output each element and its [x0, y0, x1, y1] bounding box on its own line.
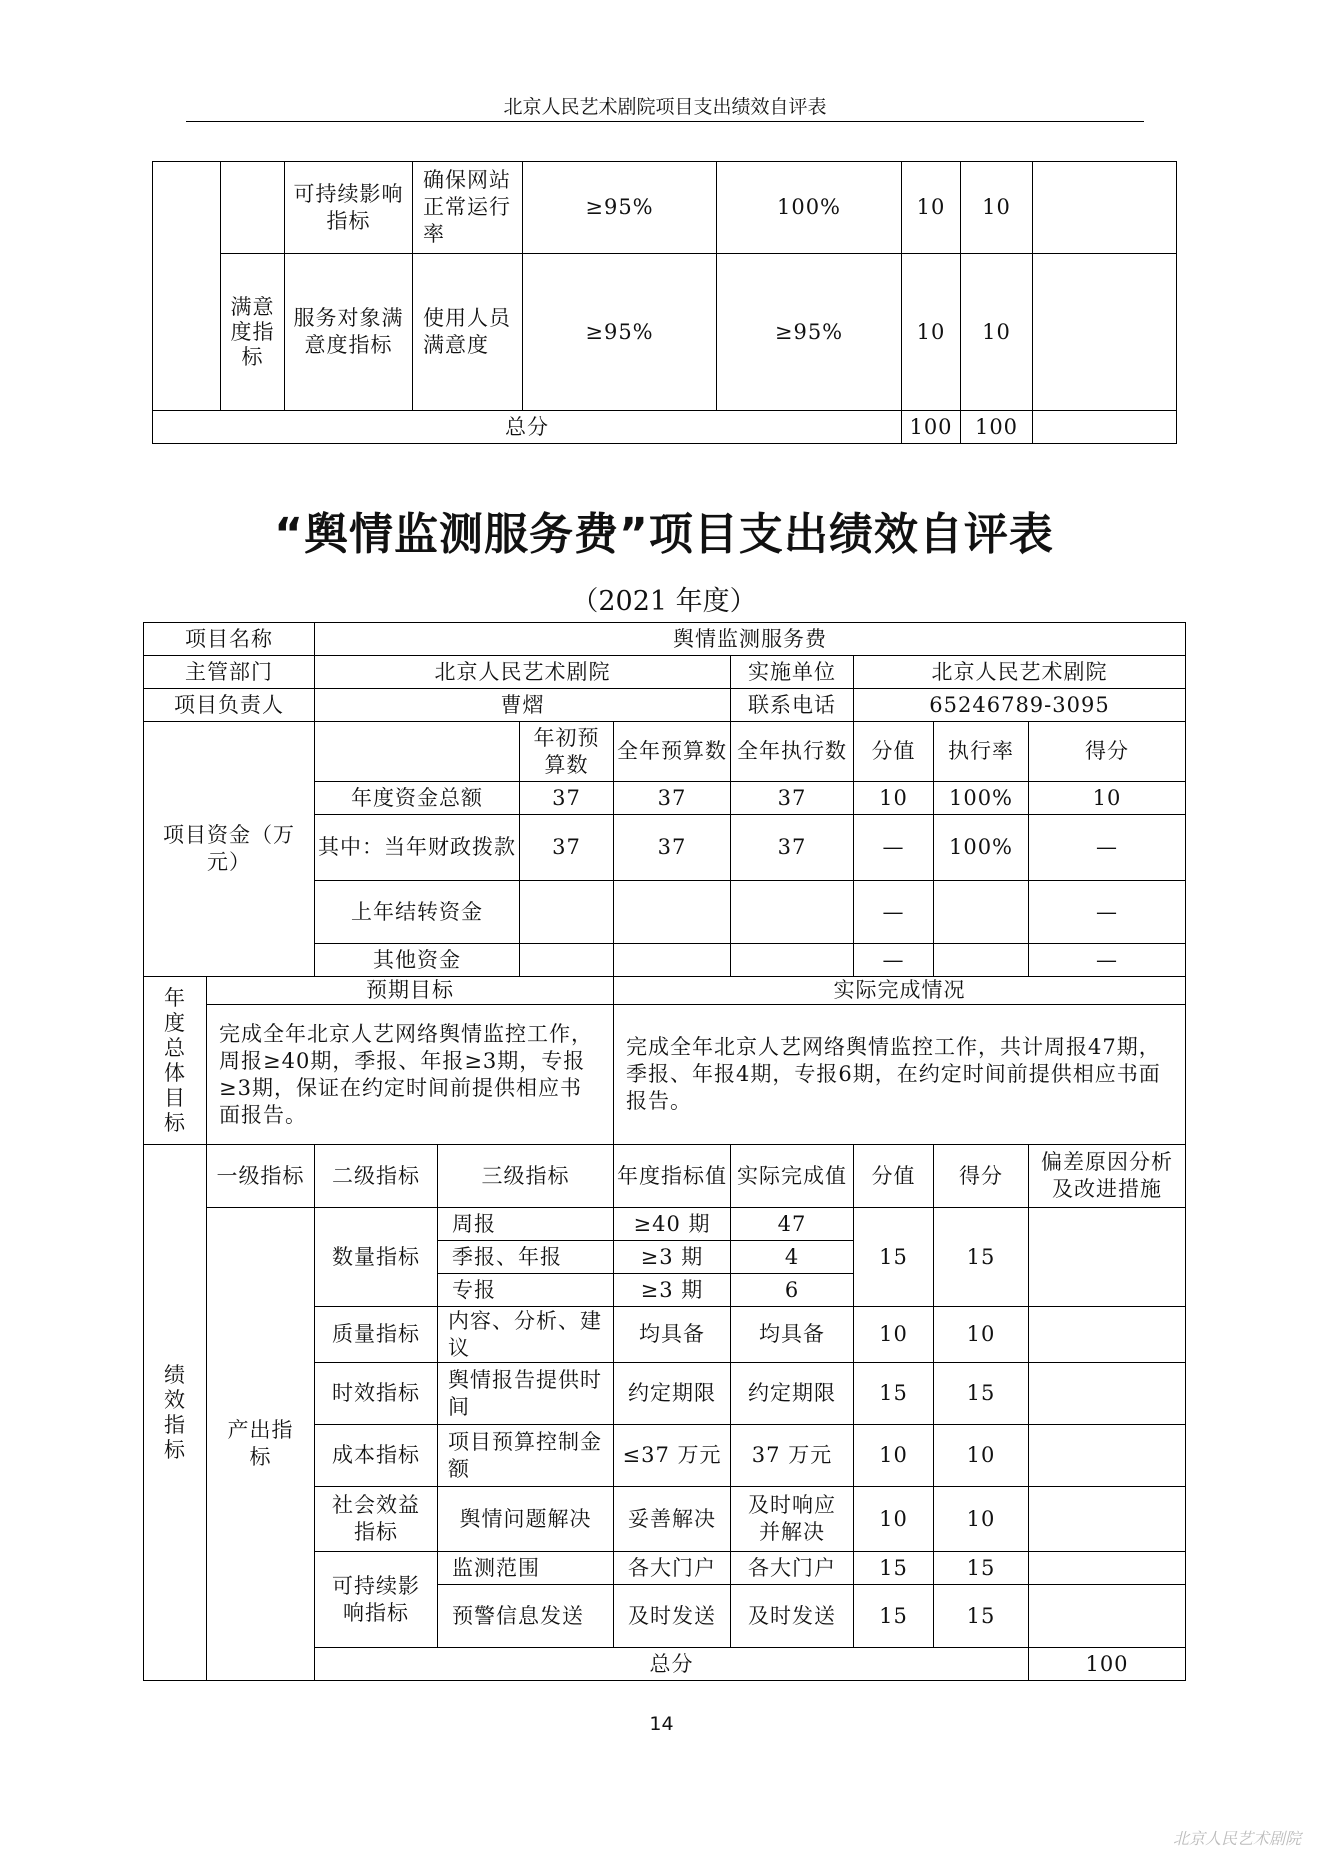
indicator-level4: 确保网站正常运行率 — [413, 162, 523, 254]
social-label: 社会效益指标 — [315, 1487, 438, 1552]
actual-value: 及时响应并解决 — [731, 1487, 854, 1552]
actual-value: 均具备 — [731, 1307, 854, 1363]
funds-full: 37 — [614, 782, 731, 815]
empty-cell — [1033, 411, 1177, 444]
score-value: 15 — [854, 1552, 934, 1585]
indicator-level3: 舆情问题解决 — [438, 1487, 614, 1552]
target-value: 及时发送 — [614, 1585, 731, 1648]
table-row-total — [153, 411, 1177, 444]
actual-value: 4 — [731, 1241, 854, 1274]
funds-row-label: 其中：当年财政拨款 — [315, 815, 520, 881]
total-label: 总分 — [153, 411, 902, 444]
table-row — [144, 689, 1186, 722]
indicator-level2: 满意度指标 — [221, 254, 285, 411]
actual-value: 37 万元 — [731, 1425, 854, 1487]
funds-score-value: 10 — [854, 782, 934, 815]
timeliness-label: 时效指标 — [315, 1363, 438, 1425]
continued-evaluation-table — [152, 161, 1177, 444]
score-value: 10 — [854, 1425, 934, 1487]
perf-header-l2: 二级指标 — [315, 1145, 438, 1208]
table-row — [144, 656, 1186, 689]
score-value: 15 — [854, 1208, 934, 1307]
target-value: ≥40 期 — [614, 1208, 731, 1241]
indicator-level3: 项目预算控制金额 — [438, 1425, 614, 1487]
funds-full — [614, 881, 731, 944]
score-value: 15 — [854, 1363, 934, 1425]
indicator-level3: 预警信息发送 — [438, 1585, 614, 1648]
funds-header-rate: 执行率 — [934, 722, 1029, 782]
table-row — [153, 162, 1177, 254]
score: 10 — [961, 254, 1033, 411]
score: 15 — [934, 1363, 1029, 1425]
score: 10 — [934, 1425, 1029, 1487]
funds-header-full: 全年预算数 — [614, 722, 731, 782]
indicator-level3: 服务对象满意度指标 — [285, 254, 413, 411]
dept: 北京人民艺术剧院 — [315, 656, 731, 689]
empty-cell — [221, 162, 285, 254]
perf-label: 绩效指标 — [144, 1145, 207, 1681]
total-score-value: 100 — [902, 411, 961, 444]
funds-full — [614, 944, 731, 977]
funds-initial: 37 — [520, 815, 614, 881]
table-row — [144, 1005, 1186, 1145]
quality-label: 质量指标 — [315, 1307, 438, 1363]
indicator-level4: 使用人员满意度 — [413, 254, 523, 411]
actual-value: 47 — [731, 1208, 854, 1241]
funds-initial — [520, 881, 614, 944]
funds-score: 10 — [1029, 782, 1186, 815]
funds-exec — [731, 881, 854, 944]
score: 15 — [934, 1208, 1029, 1307]
evaluation-table — [143, 622, 1186, 1681]
header-divider — [186, 121, 1144, 122]
perf-header-actual: 实际完成值 — [731, 1145, 854, 1208]
indicator-level3: 舆情报告提供时间 — [438, 1363, 614, 1425]
indicator-level3: 季报、年报 — [438, 1241, 614, 1274]
expected-label: 预期目标 — [207, 977, 614, 1005]
funds-header-score-value: 分值 — [854, 722, 934, 782]
funds-full: 37 — [614, 815, 731, 881]
actual-value: 及时发送 — [731, 1585, 854, 1648]
dept-label: 主管部门 — [144, 656, 315, 689]
table-row — [153, 254, 1177, 411]
funds-header-exec: 全年执行数 — [731, 722, 854, 782]
project-name-label: 项目名称 — [144, 623, 315, 656]
funds-score: — — [1029, 815, 1186, 881]
total-score: 100 — [961, 411, 1033, 444]
sustain-label: 可持续影响指标 — [315, 1552, 438, 1648]
table-row — [144, 722, 1186, 782]
funds-score-value: — — [854, 881, 934, 944]
score: 10 — [934, 1487, 1029, 1552]
funds-score: — — [1029, 881, 1186, 944]
table-row — [144, 1145, 1186, 1208]
empty-cell — [1033, 162, 1177, 254]
score-value: 10 — [902, 254, 961, 411]
funds-row-label: 年度资金总额 — [315, 782, 520, 815]
score-value: 10 — [902, 162, 961, 254]
target-value: ≥3 期 — [614, 1241, 731, 1274]
actual-value: 各大门户 — [731, 1552, 854, 1585]
actual-value: 100% — [717, 162, 902, 254]
funds-rate — [934, 881, 1029, 944]
page-number: 14 — [649, 1713, 674, 1735]
expected-text: 完成全年北京人艺网络舆情监控工作，周报≥40期，季报、年报≥3期，专报≥3期，保证在约定时间前提供相应书面报告。 — [207, 1005, 614, 1145]
total-label: 总分 — [315, 1648, 1029, 1681]
indicator-level3: 可持续影响指标 — [285, 162, 413, 254]
target-value: ≤37 万元 — [614, 1425, 731, 1487]
indicator-level3: 专报 — [438, 1274, 614, 1307]
funds-score: — — [1029, 944, 1186, 977]
indicator-level3: 周报 — [438, 1208, 614, 1241]
target-value: 各大门户 — [614, 1552, 731, 1585]
impl-label: 实施单位 — [731, 656, 854, 689]
actual-text: 完成全年北京人艺网络舆情监控工作，共计周报47期，季报、年报4期，专报6期，在约定时间前提供相应书面报告。 — [614, 1005, 1186, 1145]
score: 15 — [934, 1552, 1029, 1585]
perf-header-target: 年度指标值 — [614, 1145, 731, 1208]
quantity-label: 数量指标 — [315, 1208, 438, 1307]
score: 10 — [961, 162, 1033, 254]
actual-value: ≥95% — [717, 254, 902, 411]
page-header-title: 北京人民艺术剧院项目支出绩效自评表 — [503, 96, 827, 118]
leader-label: 项目负责人 — [144, 689, 315, 722]
funds-initial: 37 — [520, 782, 614, 815]
funds-header-initial: 年初预算数 — [520, 722, 614, 782]
perf-header-score: 得分 — [934, 1145, 1029, 1208]
total-score-value: 100 — [1029, 1648, 1186, 1681]
funds-exec: 37 — [731, 815, 854, 881]
actual-value: 6 — [731, 1274, 854, 1307]
perf-header-l1: 一级指标 — [207, 1145, 315, 1208]
perf-header-l3: 三级指标 — [438, 1145, 614, 1208]
funds-header-score: 得分 — [1029, 722, 1186, 782]
output-label: 产出指标 — [207, 1208, 315, 1681]
table-row — [144, 977, 1186, 1005]
funds-score-value: — — [854, 815, 934, 881]
leader: 曹熠 — [315, 689, 731, 722]
impl: 北京人民艺术剧院 — [854, 656, 1186, 689]
empty-cell — [315, 722, 520, 782]
empty-cell — [1029, 1208, 1186, 1307]
empty-cell — [153, 162, 221, 411]
target-value: ≥95% — [523, 162, 717, 254]
target-value: 约定期限 — [614, 1363, 731, 1425]
perf-header-score-value: 分值 — [854, 1145, 934, 1208]
indicator-level3: 监测范围 — [438, 1552, 614, 1585]
target-value: ≥95% — [523, 254, 717, 411]
funds-initial — [520, 944, 614, 977]
empty-cell — [1033, 254, 1177, 411]
perf-header-reason: 偏差原因分析及改进措施 — [1029, 1145, 1186, 1208]
funds-label: 项目资金（万元） — [144, 722, 315, 977]
phone: 65246789-3095 — [854, 689, 1186, 722]
funds-row-label: 其他资金 — [315, 944, 520, 977]
empty-cell — [1029, 1552, 1186, 1585]
score: 15 — [934, 1585, 1029, 1648]
target-value: ≥3 期 — [614, 1274, 731, 1307]
funds-rate — [934, 944, 1029, 977]
empty-cell — [1029, 1425, 1186, 1487]
score-value: 10 — [854, 1487, 934, 1552]
empty-cell — [1029, 1307, 1186, 1363]
score-value: 15 — [854, 1585, 934, 1648]
funds-rate: 100% — [934, 782, 1029, 815]
target-value: 妥善解决 — [614, 1487, 731, 1552]
project-name: 舆情监测服务费 — [315, 623, 1186, 656]
score-value: 10 — [854, 1307, 934, 1363]
cost-label: 成本指标 — [315, 1425, 438, 1487]
empty-cell — [1029, 1363, 1186, 1425]
funds-score-value: — — [854, 944, 934, 977]
target-value: 均具备 — [614, 1307, 731, 1363]
actual-value: 约定期限 — [731, 1363, 854, 1425]
funds-row-label: 上年结转资金 — [315, 881, 520, 944]
indicator-level3: 内容、分析、建议 — [438, 1307, 614, 1363]
document-title: “舆情监测服务费”项目支出绩效自评表 — [274, 509, 1054, 560]
empty-cell — [1029, 1487, 1186, 1552]
table-row — [144, 623, 1186, 656]
annual-goal-label: 年度总体目标 — [144, 977, 207, 1145]
funds-exec — [731, 944, 854, 977]
table-row — [144, 1208, 1186, 1241]
funds-rate: 100% — [934, 815, 1029, 881]
phone-label: 联系电话 — [731, 689, 854, 722]
actual-label: 实际完成情况 — [614, 977, 1186, 1005]
watermark-logo: 北京人民艺术剧院 — [1172, 1829, 1301, 1848]
document-year: （2021 年度） — [571, 586, 757, 617]
empty-cell — [1029, 1585, 1186, 1648]
funds-exec: 37 — [731, 782, 854, 815]
score: 10 — [934, 1307, 1029, 1363]
